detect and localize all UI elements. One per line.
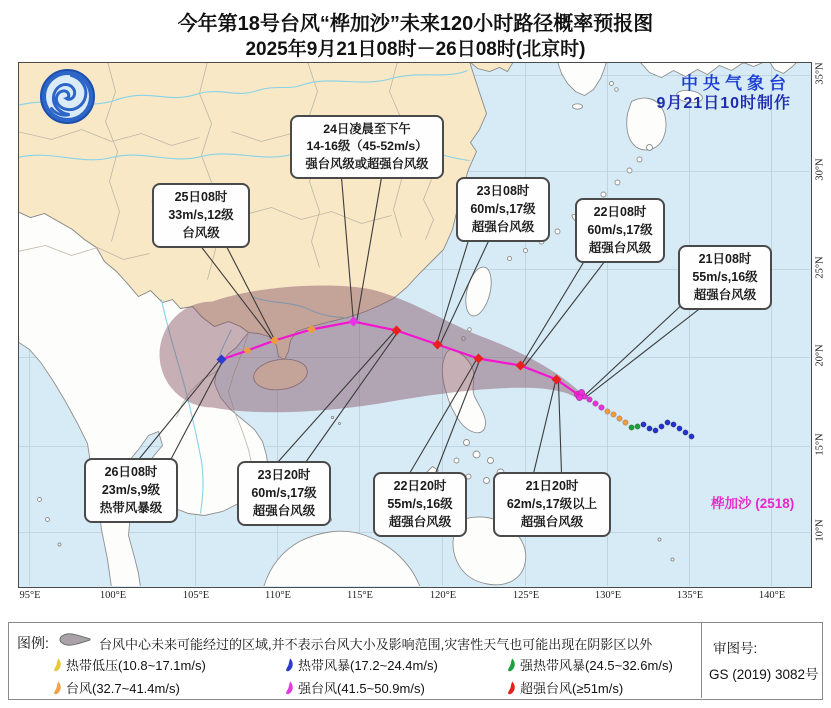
lon-tick-label: 135°E: [676, 590, 704, 601]
legend-item-super-typhoon: 超强台风(≥51m/s): [507, 678, 623, 697]
cma-logo-icon: [41, 70, 94, 123]
typhoon-icon: [53, 681, 62, 695]
approval-label: 审图号:: [713, 641, 758, 656]
legend-divider: [701, 623, 702, 698]
callout-23d-20h: 23日20时 60m/s,17级 超强台风级: [237, 461, 331, 526]
callout-23d-08h: 23日08时 60m/s,17级 超强台风级: [456, 177, 550, 242]
callout-21d-08h: 21日08时 55m/s,16级 超强台风级: [678, 245, 772, 310]
legend-panel: [8, 622, 823, 700]
lon-tick-label: 140°E: [758, 590, 786, 601]
lon-tick-label: 110°E: [265, 590, 291, 601]
legend-item-typhoon: 台风(32.7~41.4m/s): [53, 678, 180, 697]
lat-tick-label: 25°N: [814, 256, 826, 279]
lon-tick-label: 130°E: [594, 590, 622, 601]
typhoon-name-label: 桦加沙 (2518): [711, 496, 795, 511]
lat-tick-label: 15°N: [814, 433, 826, 456]
legend-item-severe-typhoon: 强台风(41.5~50.9m/s): [285, 678, 425, 697]
callout-26d-08h: 26日08时 23m/s,9级 热带风暴级: [84, 458, 178, 523]
tropical-depression-icon: [53, 658, 62, 672]
lat-tick-label: 30°N: [814, 158, 826, 181]
issuer-time: 9月21日10时制作: [656, 95, 791, 113]
legend-item-tropical-depression: 热带低压(10.8~17.1m/s): [53, 655, 206, 674]
callout-21d-20h: 21日20时 62m/s,17级以上 超强台风级: [493, 472, 611, 537]
legend-item-tropical-storm: 热带风暴(17.2~24.4m/s): [285, 655, 438, 674]
lat-tick-label: 10°N: [814, 519, 826, 542]
severe-typhoon-icon: [285, 681, 294, 695]
lon-tick-label: 115°E: [347, 590, 373, 601]
issuer-block: [657, 73, 792, 114]
callout-24d-range: 24日凌晨至下午 14-16级（45-52m/s） 强台风级或超强台风级: [290, 115, 444, 179]
issuer-agency: 中央气象台: [681, 74, 791, 93]
cone-description: 台风中心未来可能经过的区域,并不表示台风大小及影响范围,灾害性天气也可能出现在阴影区以外: [99, 637, 653, 652]
legend-title: 图例:: [17, 635, 49, 651]
page-subtitle: 2025年9月21日08时－26日08时(北京时): [245, 39, 586, 60]
lon-tick-label: 105°E: [182, 590, 210, 601]
lat-tick-label: 35°N: [814, 62, 826, 85]
lat-tick-label: 20°N: [814, 344, 826, 367]
super-typhoon-icon: [507, 681, 516, 695]
tropical-storm-icon: [285, 658, 294, 672]
cone-icon: [59, 631, 93, 653]
callout-22d-20h: 22日20时 55m/s,16级 超强台风级: [373, 472, 467, 537]
severe-tropical-storm-icon: [507, 658, 516, 672]
lon-tick-label: 120°E: [429, 590, 457, 601]
callout-25d-08h: 25日08时 33m/s,12级 台风级: [152, 183, 250, 248]
lon-tick-label: 95°E: [19, 590, 41, 601]
approval-number: GS (2019) 3082号: [709, 667, 819, 682]
callout-22d-08h: 22日08时 60m/s,17级 超强台风级: [575, 198, 665, 263]
lon-tick-label: 125°E: [512, 590, 540, 601]
page-title: 今年第18号台风“桦加沙”未来120小时路径概率预报图: [177, 13, 654, 35]
lon-tick-label: 100°E: [99, 590, 127, 601]
legend-item-severe-tropical-storm: 强热带风暴(24.5~32.6m/s): [507, 655, 673, 674]
